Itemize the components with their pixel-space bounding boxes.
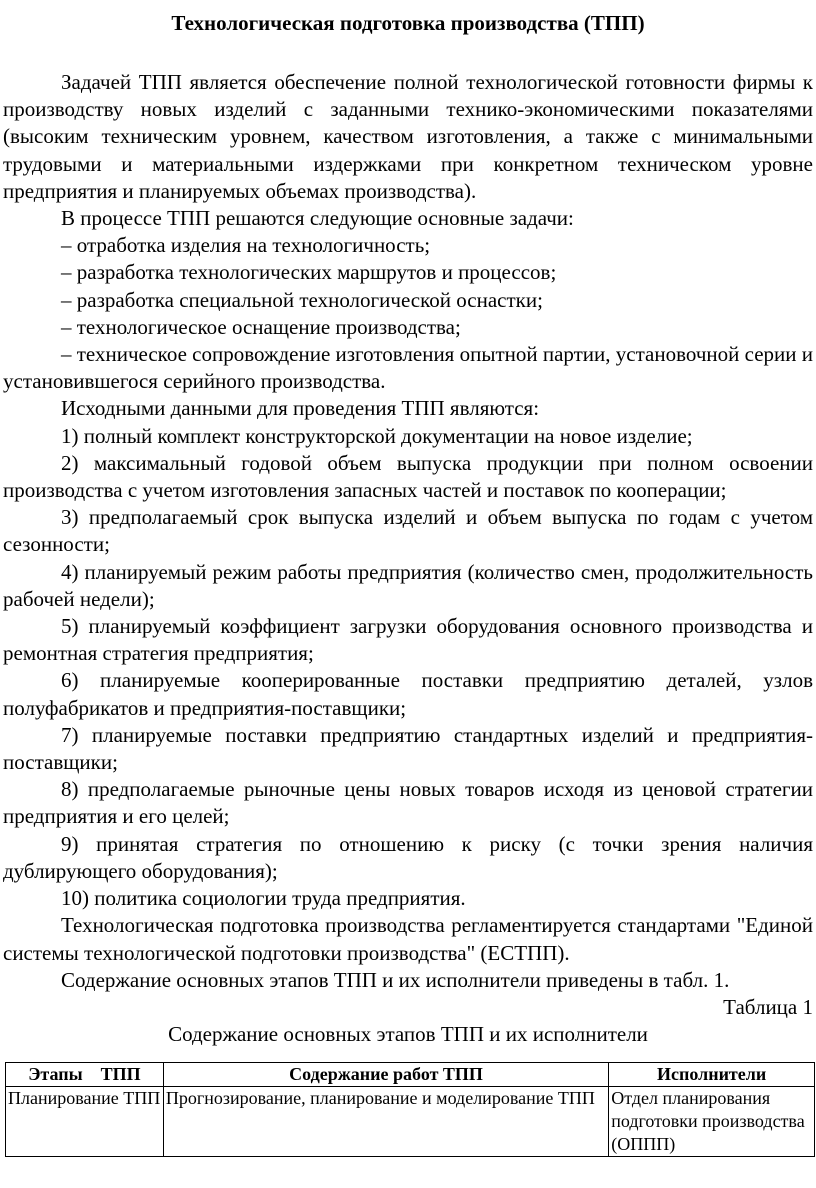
list-item: 10) политика социологии труда предприятия. <box>61 886 466 911</box>
list-item: 6) планируемые кооперированные поставки предприятию деталей, узлов полуфабрикатов и предприятия-поставщики; <box>3 668 813 720</box>
paragraph: Исходными данными для проведения ТПП являются: <box>61 396 540 421</box>
document-title: Технологическая подготовка производства (ТПП) <box>171 11 645 35</box>
list-item: – разработка специальной технологической оснастки; <box>61 287 543 312</box>
column-header-executors: Исполнители <box>609 1063 815 1087</box>
table-label: Таблица 1 <box>723 994 813 1019</box>
list-item: – отработка изделия на технологичность; <box>61 233 431 258</box>
paragraph: Задачей ТПП является обеспечение полной технологической готовности фирмы к производству новых изделий с заданными технико-экономическими показателями (высоким техническим уровнем, качеством изготовления, а также с минимальными трудовыми и материальными издержками при конкретном техническом уровне предприятия и планируемых объемах производства). <box>3 70 813 203</box>
table-row <box>6 1087 815 1157</box>
list-item: 1) полный комплект конструкторской документации на новое изделие; <box>61 423 693 448</box>
column-header-stages: Этапы ТПП <box>6 1063 164 1087</box>
list-item: 3) предполагаемый срок выпуска изделий и объем выпуска по годам с учетом сезонности; <box>3 505 813 557</box>
table-caption: Содержание основных этапов ТПП и их исполнители <box>168 1022 648 1047</box>
document-body <box>3 69 813 1048</box>
paragraph: В процессе ТПП решаются следующие основные задачи: <box>61 206 574 231</box>
list-item: – технологическое оснащение производства; <box>61 314 461 339</box>
paragraph: Содержание основных этапов ТПП и их исполнители приведены в табл. 1. <box>61 967 730 992</box>
paragraph: Технологическая подготовка производства регламентируется стандартами "Единой системы технологической подготовки производства" (ЕСТПП). <box>3 913 813 965</box>
table-cell: Планирование ТПП <box>6 1087 164 1157</box>
stages-table <box>5 1062 815 1157</box>
list-item: – разработка технологических маршрутов и процессов; <box>61 260 557 285</box>
list-item: – техническое сопровождение изготовления опытной партии, установочной серии и установившегося серийного производства. <box>3 342 813 394</box>
column-header-content: Содержание работ ТПП <box>163 1063 608 1087</box>
list-item: 2) максимальный годовой объем выпуска продукции при полном освоении производства с учетом изготовления запасных частей и поставок по кооперации; <box>3 450 813 503</box>
list-item: 9) принятая стратегия по отношению к риску (с точки зрения наличия дублирующего оборудования); <box>3 831 813 883</box>
table-header-row <box>6 1063 815 1087</box>
list-item: 7) планируемые поставки предприятию стандартных изделий и предприятия-поставщики; <box>3 722 813 775</box>
list-item: 8) предполагаемые рыночные цены новых товаров исходя из ценовой стратегии предприятия и его целей; <box>3 777 813 829</box>
list-item: 5) планируемый коэффициент загрузки оборудования основного производства и ремонтная стратегия предприятия; <box>3 614 813 666</box>
list-item: 4) планируемый режим работы предприятия (количество смен, продолжительность рабочей недели); <box>3 559 813 611</box>
table-cell: Прогнозирование, планирование и моделирование ТПП <box>163 1087 608 1157</box>
table-cell: Отдел планирования подготовки производства (ОППП) <box>609 1087 815 1157</box>
